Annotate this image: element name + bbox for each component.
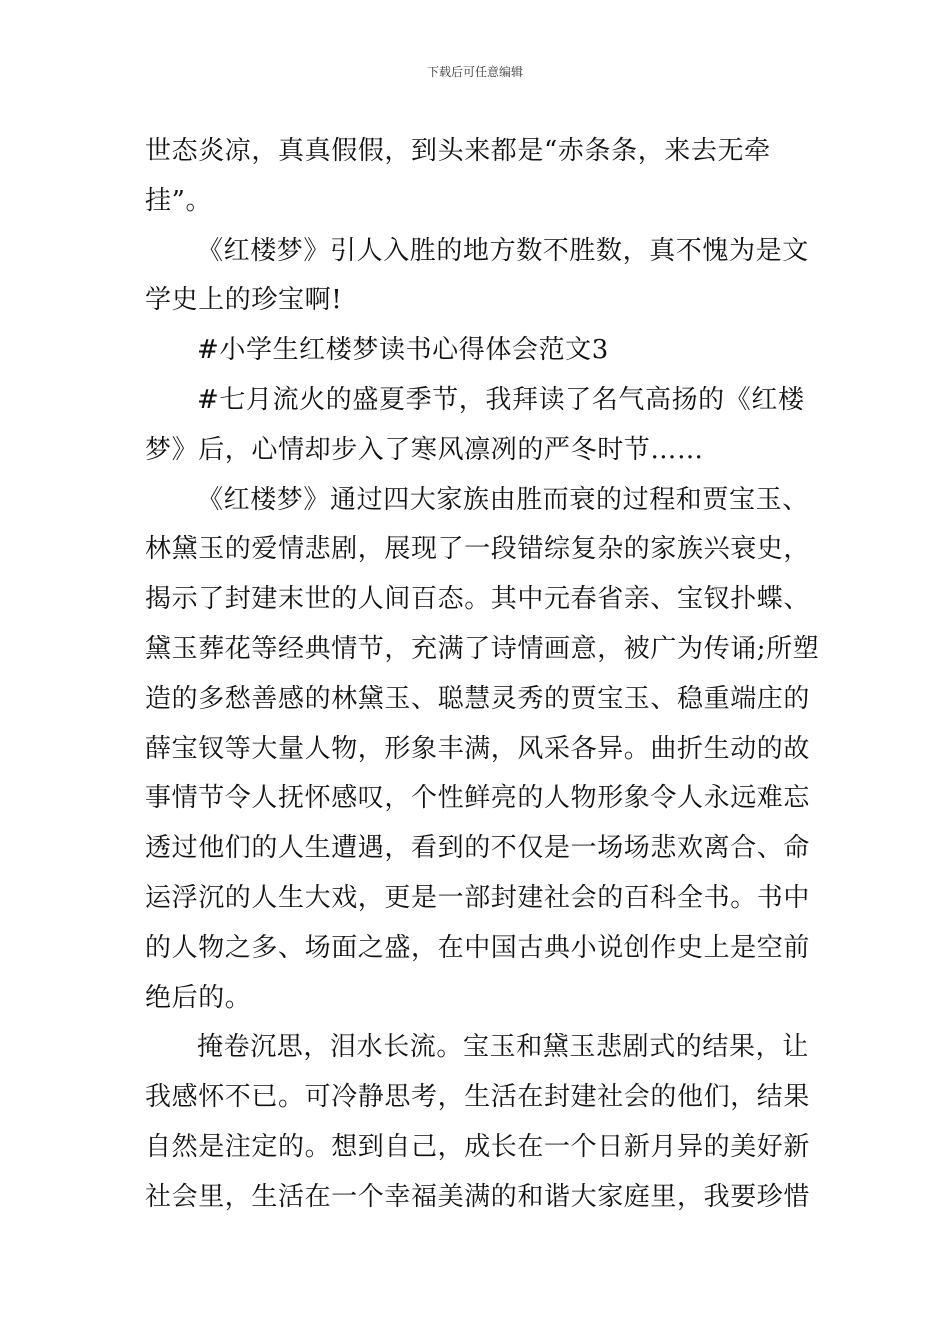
text-line: 造的多愁善感的林黛玉、聪慧灵秀的贾宝玉、稳重端庄的 (145, 683, 811, 714)
text-line: 自然是注定的。想到自己，成长在一个日新月异的美好新 (145, 1131, 811, 1162)
text-line: 薛宝钗等大量人物，形象丰满，风采各异。曲折生动的故 (145, 733, 811, 764)
text-line: 梦》后，心情却步入了寒风凛冽的严冬时节…… (145, 434, 704, 465)
text-line: 绝后的。 (145, 982, 252, 1013)
text-line: 社会里，生活在一个幸福美满的和谐大家庭里，我要珍惜 (145, 1181, 811, 1212)
text-line: 林黛玉的爱情悲剧，展现了一段错综复杂的家族兴衰史， (145, 534, 811, 565)
page-header: 下载后可任意编辑 (426, 65, 523, 79)
text-line: 学史上的珍宝啊! (145, 285, 343, 316)
text-line: 掩卷沉思，泪水长流。宝玉和黛玉悲剧式的结果，让 (197, 1032, 809, 1063)
section-heading: #小学生红楼梦读书心得体会范文3 (197, 335, 609, 366)
text-line: 透过他们的人生遭遇，看到的不仅是一场场悲欢离合、命 (145, 833, 811, 864)
text-line: 黛玉葬花等经典情节，充满了诗情画意，被广为传诵;所塑 (145, 633, 820, 664)
text-line: 揭示了封建末世的人间百态。其中元春省亲、宝钗扑蝶、 (145, 584, 811, 615)
text-line: 《红楼梦》通过四大家族由胜而衰的过程和贾宝玉、 (197, 484, 809, 515)
text-line: #七月流火的盛夏季节，我拜读了名气高扬的《红楼 (197, 384, 805, 415)
text-line: 世态炎凉，真真假假，到头来都是“赤条条，来去无牵 (145, 136, 771, 166)
text-line: 的人物之多、场面之盛，在中国古典小说创作史上是空前 (145, 932, 811, 963)
text-line: 挂”。 (145, 185, 213, 216)
document-body (145, 127, 820, 1223)
text-line: 运浮沉的人生大戏，更是一部封建社会的百科全书。书中 (145, 882, 811, 913)
text-line: 我感怀不已。可冷静思考，生活在封建社会的他们，结果 (145, 1082, 811, 1113)
text-line: 事情节令人抚怀感叹，个性鲜亮的人物形象令人永远难忘 (145, 783, 811, 814)
text-line: 《红楼梦》引人入胜的地方数不胜数，真不愧为是文 (197, 235, 809, 266)
